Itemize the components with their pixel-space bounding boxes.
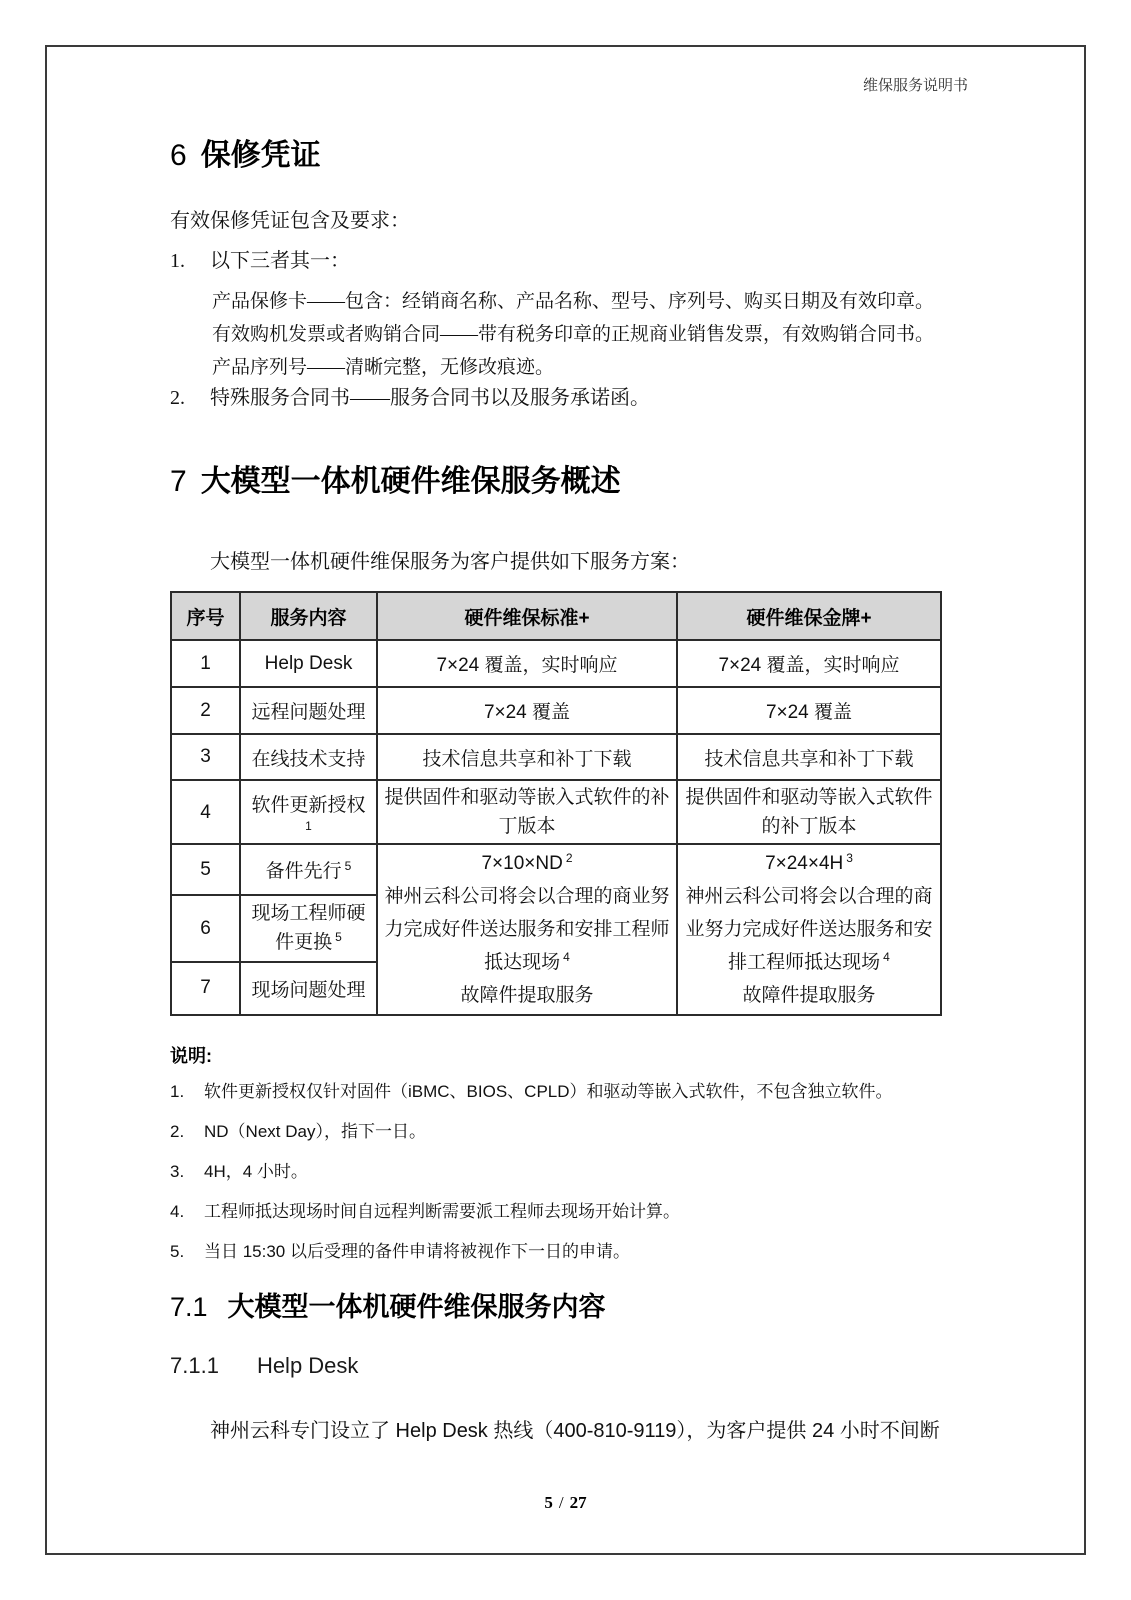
standard-cell: 7×24 覆盖: [377, 687, 677, 734]
note-item: [170, 1120, 942, 1144]
section-7-1-title: 大模型一体机硬件维保服务内容: [227, 1292, 606, 1322]
page-separator: /: [558, 1493, 564, 1512]
gold-sla-line: 7×24×4H $^3$: [765, 850, 853, 874]
section-7-title: 大模型一体机硬件维保服务概述: [200, 465, 621, 498]
list-item-1: [170, 247, 942, 275]
table-row: [171, 780, 941, 844]
header-cell-gold: 硬件维保金牌+: [677, 592, 941, 640]
footnote-marker: 5: [335, 930, 342, 945]
section-6-intro: 有效保修凭证包含及要求：: [170, 210, 410, 232]
page-footer: [47, 1493, 1084, 1513]
note-item: [170, 1080, 942, 1104]
notes-label: 说明:: [170, 1046, 212, 1066]
standard-commitment-text: 神州云科公司将会以合理的商业努力完成好件送达服务和安排工程师抵达现场 $^4$: [384, 886, 670, 973]
gold-cell: 7×24 覆盖: [677, 687, 941, 734]
service-cell: [240, 895, 377, 962]
footnote-marker: 4: [883, 949, 890, 964]
service-label: 备件先行: [265, 861, 342, 883]
table-row: [171, 687, 941, 734]
row-number: 2: [171, 687, 240, 734]
footnote-marker: 1: [305, 819, 312, 833]
warranty-proof-paragraph: [170, 285, 942, 384]
document-page: [45, 45, 1086, 1555]
service-cell: 现场问题处理: [240, 962, 377, 1015]
footnote-marker: 5: [344, 858, 352, 873]
list-item-1-text: 以下三者其一：: [210, 250, 350, 272]
row-number: 1: [171, 640, 240, 687]
service-cell: 在线技术支持: [240, 734, 377, 780]
note-text: ND（Next Day），指下一日。: [204, 1122, 426, 1141]
section-7-1-1-number: 7.1.1: [170, 1353, 219, 1378]
list-item-2-text: 特殊服务合同书——服务合同书以及服务承诺函。: [210, 387, 650, 409]
section-7-number: 7: [170, 465, 187, 498]
section-7-intro: 大模型一体机硬件维保服务为客户提供如下服务方案：: [210, 551, 690, 573]
note-text: 当日 15:30 以后受理的备件申请将被视作下一日的申请。: [204, 1242, 630, 1261]
note-number: 4.: [170, 1202, 185, 1221]
gold-cell: 提供固件和驱动等嵌入式软件的补丁版本: [677, 780, 941, 844]
table-row: [171, 734, 941, 780]
service-cell: [240, 780, 377, 844]
gold-cell: 7×24 覆盖，实时响应: [677, 640, 941, 687]
current-page-number: 5: [544, 1493, 553, 1512]
helpdesk-paragraph: 神州云科专门设立了 Help Desk 热线（400-810-9119），为客户提供 24 小时不间断: [210, 1420, 940, 1442]
row-number: 3: [171, 734, 240, 780]
footnote-marker: 4: [563, 949, 570, 964]
standard-sla-line: 7×10×ND $^2$: [481, 850, 573, 874]
row-number: 7: [171, 962, 240, 1015]
header-cell-no: 序号: [171, 592, 240, 640]
gold-merged-cell: [677, 844, 941, 1015]
note-text: 软件更新授权仅针对固件（iBMC、BIOS、CPLD）和驱动等嵌入式软件，不包含独立软件。: [204, 1082, 893, 1101]
document-header-title: 维保服务说明书: [862, 78, 968, 94]
note-number: 1.: [170, 1082, 185, 1101]
section-6-title: 保修凭证: [200, 139, 321, 172]
section-6-heading: [170, 139, 942, 173]
section-7-1-number: 7.1: [170, 1292, 208, 1322]
service-label: 软件更新授权: [251, 795, 366, 816]
service-cell: 远程问题处理: [240, 687, 377, 734]
notes-list: [170, 1080, 942, 1264]
service-cell: Help Desk: [240, 640, 377, 687]
note-number: 3.: [170, 1162, 185, 1181]
section-7-1-1-title: Help Desk: [256, 1353, 359, 1378]
note-number: 5.: [170, 1242, 185, 1261]
standard-merged-cell: [377, 844, 677, 1015]
row-number: 4: [171, 780, 240, 844]
row-number: 6: [171, 895, 240, 962]
standard-faulty-part-text: 故障件提取服务: [460, 985, 594, 1006]
service-plan-table: [170, 591, 942, 1016]
warranty-proof-line-1: 产品保修卡——包含：经销商名称、产品名称、型号、序列号、购买日期及有效印章。: [212, 291, 935, 312]
total-page-count: 27: [569, 1493, 587, 1512]
list-item-1-number: 1.: [170, 250, 185, 272]
service-cell: [240, 844, 377, 895]
header-cell-standard: 硬件维保标准+: [377, 592, 677, 640]
standard-cell: 技术信息共享和补丁下载: [377, 734, 677, 780]
footnote-marker: 2: [565, 850, 573, 865]
list-item-2: [170, 384, 942, 412]
service-label: 现场工程师硬件更换: [251, 903, 366, 954]
note-item: [170, 1240, 942, 1264]
section-6-number: 6: [170, 139, 187, 172]
standard-cell: 7×24 覆盖，实时响应: [377, 640, 677, 687]
gold-faulty-part-text: 故障件提取服务: [742, 985, 876, 1006]
list-item-2-number: 2.: [170, 387, 185, 409]
section-7-1-1-heading: [170, 1351, 942, 1380]
table-row: [171, 844, 941, 895]
standard-cell: 提供固件和驱动等嵌入式软件的补丁版本: [377, 780, 677, 844]
section-7-heading: [170, 465, 942, 499]
table-row: [171, 640, 941, 687]
footnote-marker: 3: [846, 850, 853, 865]
note-item: [170, 1160, 942, 1184]
section-7-1-heading: [170, 1289, 942, 1325]
row-number: 5: [171, 844, 240, 895]
warranty-proof-line-3: 产品序列号——清晰完整，无修改痕迹。: [212, 357, 555, 378]
gold-cell: 技术信息共享和补丁下载: [677, 734, 941, 780]
note-number: 2.: [170, 1122, 185, 1141]
table-header-row: [171, 592, 941, 640]
note-text: 4H，4 小时。: [204, 1162, 308, 1181]
note-item: [170, 1200, 942, 1224]
warranty-proof-line-2: 有效购机发票或者购销合同——带有税务印章的正规商业销售发票，有效购销合同书。: [212, 324, 935, 345]
gold-commitment-text: 神州云科公司将会以合理的商业努力完成好件送达服务和安排工程师抵达现场 $^4$: [685, 886, 933, 973]
note-text: 工程师抵达现场时间自远程判断需要派工程师去现场开始计算。: [204, 1202, 680, 1221]
header-cell-service: 服务内容: [240, 592, 377, 640]
